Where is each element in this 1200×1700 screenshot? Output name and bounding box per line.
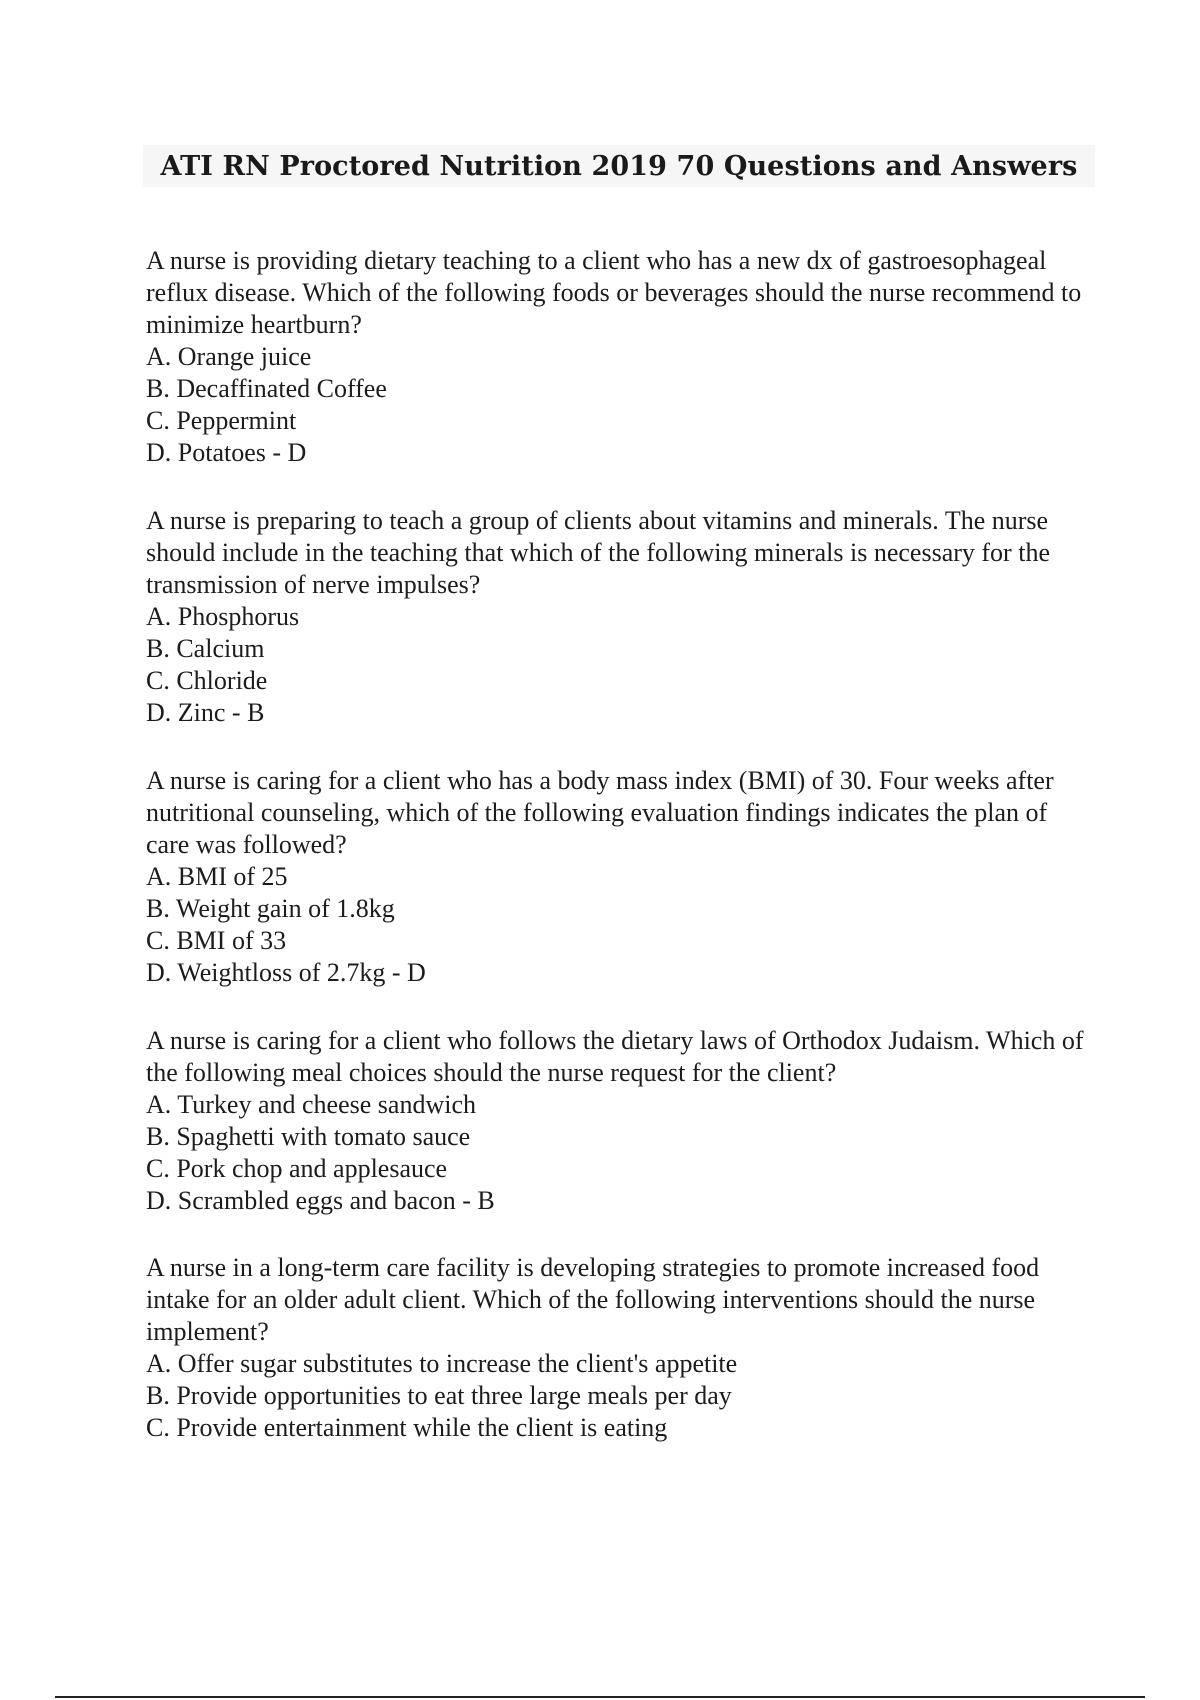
answer-option-b: B. Calcium xyxy=(146,634,265,663)
title-banner xyxy=(143,145,1095,187)
answer-option-c: C. Peppermint xyxy=(146,406,297,435)
document-title: ATI RN Proctored Nutrition 2019 70 Questions and Answers xyxy=(160,150,1078,182)
answer-option-d: D. Zinc - B xyxy=(146,698,265,727)
question-5 xyxy=(146,1252,1096,1444)
answer-option-b: B. Provide opportunities to eat three large meals per day xyxy=(146,1381,732,1410)
answer-options xyxy=(146,341,1096,469)
answer-option-b: B. Weight gain of 1.8kg xyxy=(146,894,395,923)
answer-option-d: D. Scrambled eggs and bacon - B xyxy=(146,1186,495,1215)
answer-options xyxy=(146,861,1096,989)
answer-options xyxy=(146,1089,1096,1217)
answer-option-c: C. BMI of 33 xyxy=(146,926,287,955)
answer-option-c: C. Chloride xyxy=(146,666,268,695)
answer-option-a: A. Turkey and cheese sandwich xyxy=(146,1090,476,1119)
question-stem: A nurse is caring for a client who follows the dietary laws of Orthodox Judaism. Which of the following meal choices should the nurse request for the client? xyxy=(146,1026,1084,1087)
answer-option-d: D. Weightloss of 2.7kg - D xyxy=(146,958,426,987)
answer-option-c: C. Pork chop and applesauce xyxy=(146,1154,448,1183)
question-2 xyxy=(146,505,1096,729)
answer-option-a: A. Offer sugar substitutes to increase the client's appetite xyxy=(146,1349,738,1378)
answer-options xyxy=(146,1348,1096,1444)
answer-option-a: A. BMI of 25 xyxy=(146,862,288,891)
question-stem: A nurse is caring for a client who has a body mass index (BMI) of 30. Four weeks after nutritional counseling, which of the following evaluation findings indicates the plan of care was followed? xyxy=(146,766,1054,859)
answer-option-c: C. Provide entertainment while the client is eating xyxy=(146,1413,668,1442)
question-4 xyxy=(146,1025,1096,1217)
answer-option-b: B. Decaffinated Coffee xyxy=(146,374,387,403)
page-bottom-rule xyxy=(55,1696,1145,1698)
answer-option-a: A. Orange juice xyxy=(146,342,312,371)
question-3 xyxy=(146,765,1096,989)
question-stem: A nurse is preparing to teach a group of clients about vitamins and minerals. The nurse should include in the teaching that which of the following minerals is necessary for the transmission of nerve impulses? xyxy=(146,506,1050,599)
answer-option-d: D. Potatoes - D xyxy=(146,438,307,467)
answer-option-b: B. Spaghetti with tomato sauce xyxy=(146,1122,471,1151)
question-stem: A nurse is providing dietary teaching to a client who has a new dx of gastroesophageal reflux disease. Which of the following foods or beverages should the nurse recommend to minimize heartburn? xyxy=(146,246,1082,339)
question-1 xyxy=(146,245,1096,469)
answer-options xyxy=(146,601,1096,729)
answer-option-a: A. Phosphorus xyxy=(146,602,300,631)
question-stem: A nurse in a long-term care facility is developing strategies to promote increased food intake for an older adult client. Which of the following interventions should the nurse implement? xyxy=(146,1253,1040,1346)
